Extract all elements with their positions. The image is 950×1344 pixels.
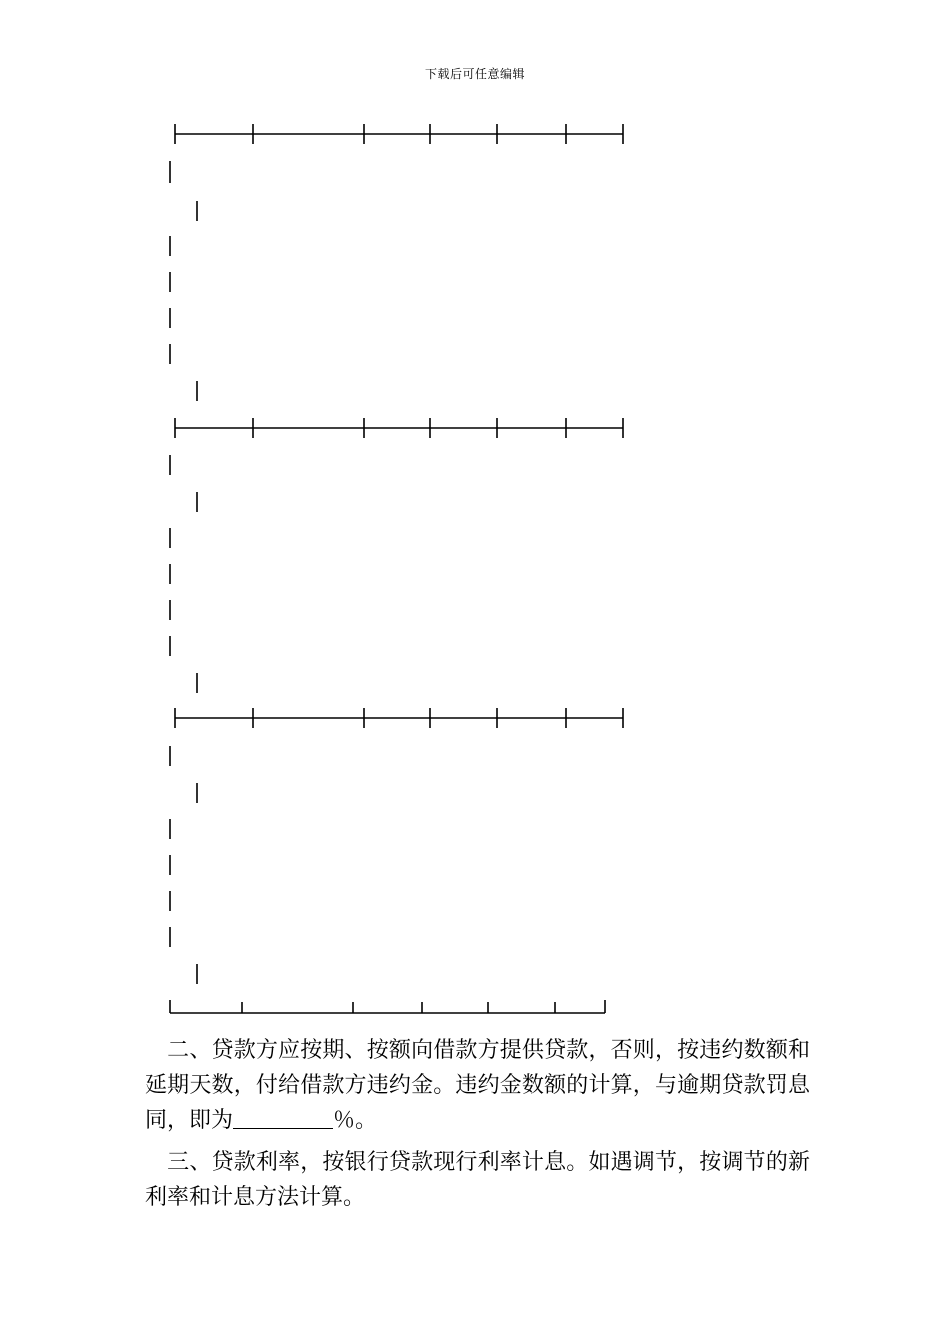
cell-bars-3 bbox=[170, 746, 197, 984]
cell-bars-2 bbox=[170, 455, 197, 693]
row-divider-3 bbox=[175, 708, 623, 728]
clause-two-suffix: ％。 bbox=[333, 1108, 378, 1133]
clause-two bbox=[145, 1033, 810, 1138]
clause-two-text: 二、贷款方应按期、按额向借款方提供贷款，否则，按违约数额和延期天数，付给借款方违约金。违约金数额的计算，与逾期贷款罚息同，即为 bbox=[145, 1038, 810, 1133]
penalty-rate-blank bbox=[233, 1106, 333, 1129]
clause-three-text: 三、贷款利率，按银行贷款现行利率计息。如遇调节，按调节的新利率和计息方法计算。 bbox=[145, 1150, 810, 1210]
row-divider-1 bbox=[175, 124, 623, 144]
page-header: 下载后可任意编辑 bbox=[424, 67, 525, 81]
table-bottom-border bbox=[170, 1000, 605, 1013]
cell-bars-1 bbox=[170, 161, 197, 401]
row-divider-2 bbox=[175, 418, 623, 438]
clause-three bbox=[145, 1145, 810, 1215]
